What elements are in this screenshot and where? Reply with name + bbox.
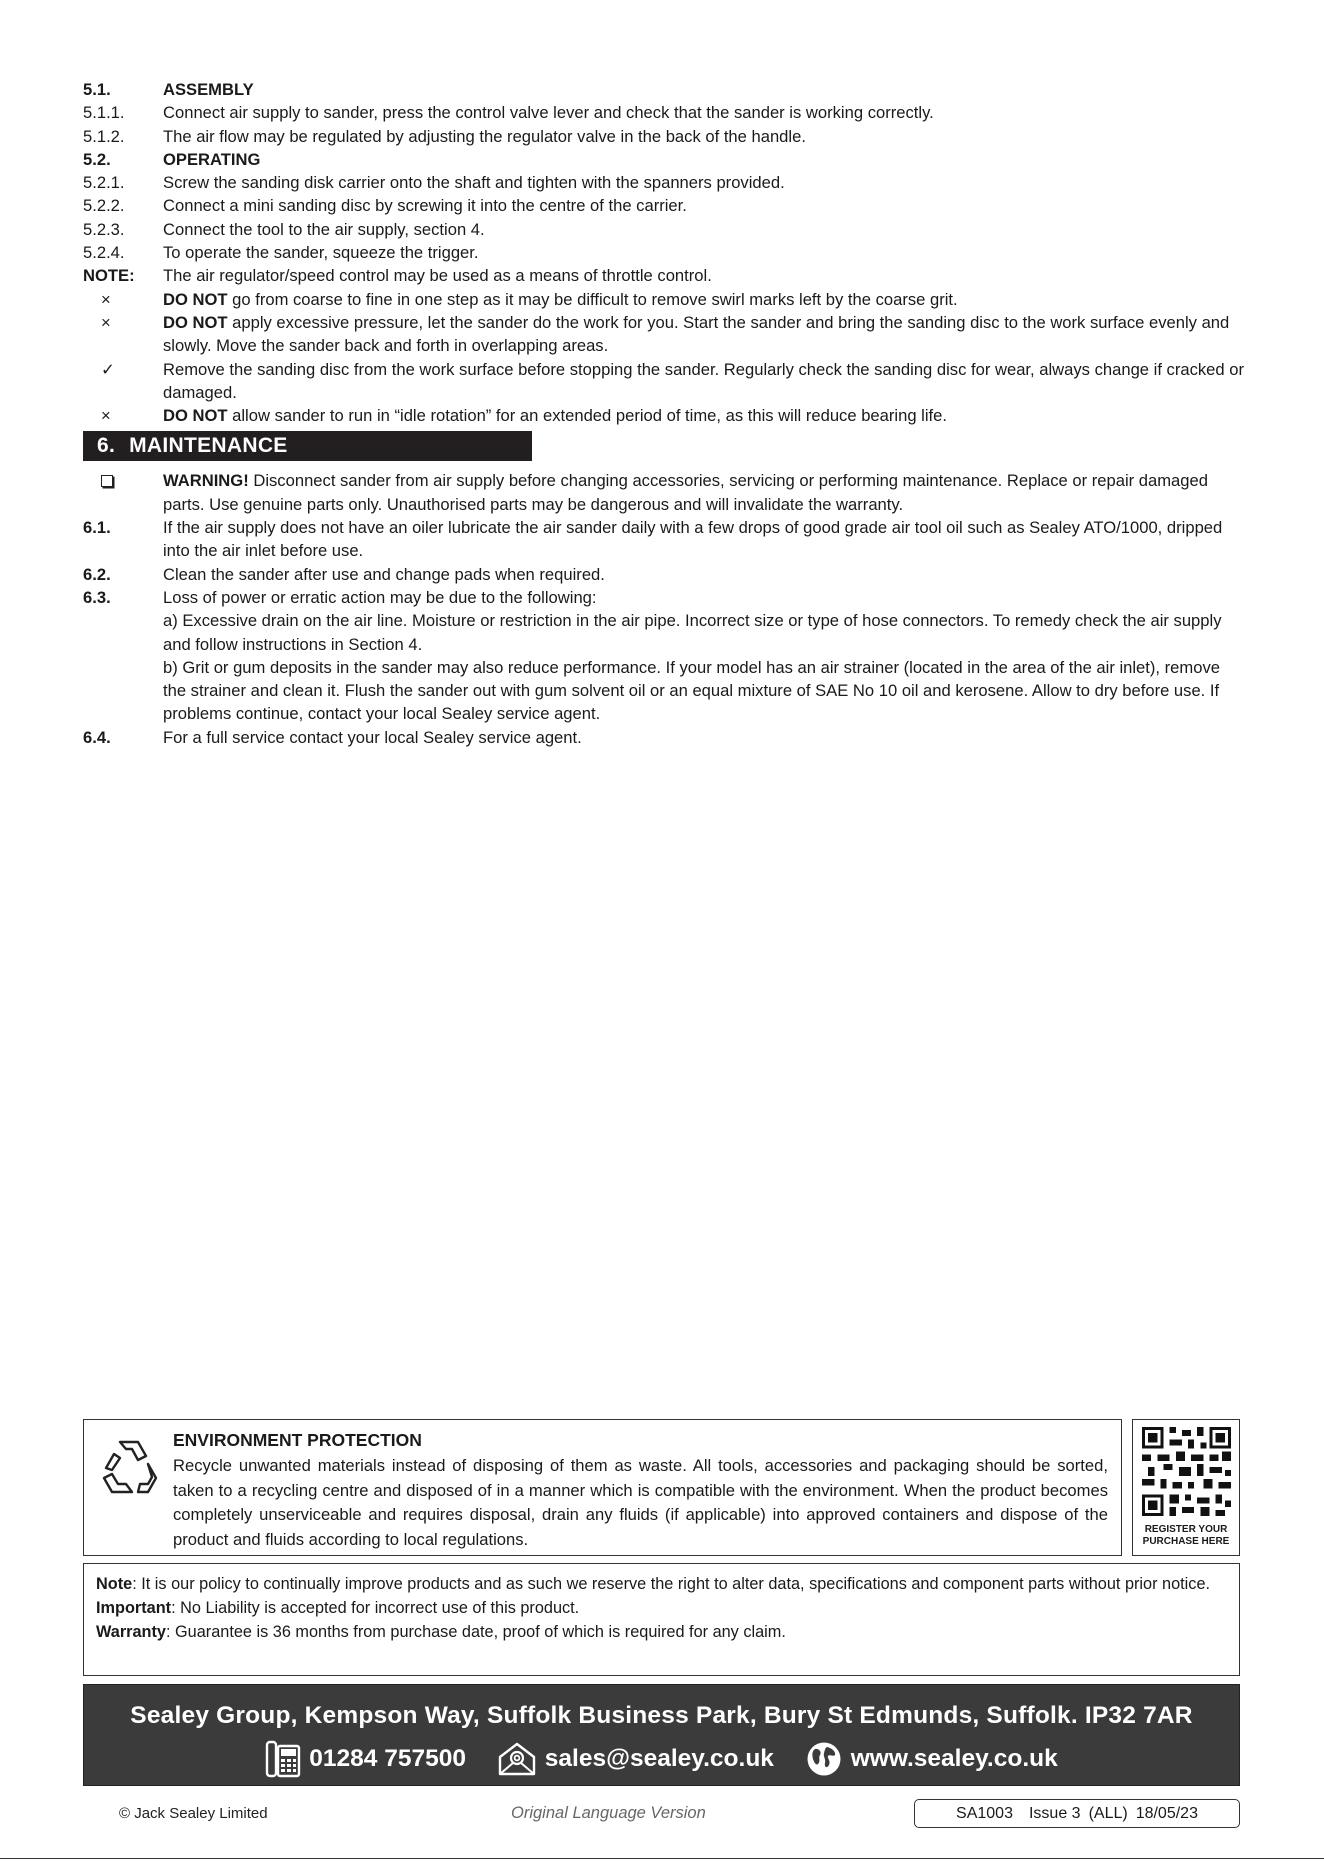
item-text bbox=[163, 586, 1245, 726]
item-text: To operate the sander, squeeze the trigger. bbox=[163, 243, 479, 263]
cross-icon: × bbox=[101, 289, 111, 309]
language-version: Original Language Version bbox=[511, 1804, 706, 1822]
item-text: Connect a mini sanding disc by screwing it into the centre of the carrier. bbox=[163, 196, 687, 216]
phone-icon bbox=[265, 1740, 301, 1778]
list-item bbox=[83, 586, 1245, 726]
cross-icon: × bbox=[101, 406, 111, 426]
list-item bbox=[83, 125, 1245, 148]
issue-region: (ALL) bbox=[1088, 1805, 1128, 1822]
item-number: 6.1. bbox=[83, 518, 111, 538]
list-item bbox=[83, 171, 1245, 194]
register-label-line2: PURCHASE HERE bbox=[1142, 1536, 1230, 1547]
bullet-item bbox=[83, 311, 1245, 358]
maintenance-header bbox=[83, 431, 532, 461]
list-item bbox=[83, 101, 1245, 124]
warning-body: Disconnect sander from air supply before changing accessories, servicing or performing maintenance. Replace or repair damaged parts. Use genuine parts only. Unauthorised parts may be dangerous and will invalidate the warranty. bbox=[163, 471, 1208, 514]
email-address[interactable]: sales@sealey.co.uk bbox=[544, 1745, 774, 1772]
issue-info-box bbox=[914, 1799, 1240, 1828]
item-text: Connect air supply to sander, press the control valve lever and check that the sander is working correctly. bbox=[163, 103, 934, 123]
checkbox-icon bbox=[101, 475, 113, 487]
section-heading-operating bbox=[83, 148, 1245, 171]
item-number: 5.2.1. bbox=[83, 173, 125, 193]
instructions-content bbox=[83, 78, 1245, 749]
bullet-text bbox=[163, 404, 1245, 427]
sub-item-a: a) Excessive drain on the air line. Moisture or restriction in the air pipe. Incorrect size or type of hose connectors. To remedy check the air supply and follow instructions in Section 4. bbox=[163, 611, 1222, 654]
environment-text: Recycle unwanted materials instead of disposing of them as waste. All tools, accessories and packaging should be sorted, taken to a recycling centre and disposed of in a manner which is compatible with the environment. When the product becomes completely unserviceable and requires disposal, drain any fluids (if applicable) into approved containers and dispose of the product and fluids according to local regulations. bbox=[173, 1456, 1108, 1549]
item-number: 5.1.2. bbox=[83, 126, 125, 146]
item-number: 5.2.4. bbox=[83, 243, 125, 263]
section-title: OPERATING bbox=[163, 149, 261, 169]
important-label: Important bbox=[96, 1599, 172, 1617]
bullet-item bbox=[83, 288, 1245, 311]
section-number: 6. bbox=[97, 434, 116, 458]
page-footer bbox=[83, 1799, 1240, 1829]
note-label: Note bbox=[96, 1575, 133, 1593]
globe-icon bbox=[805, 1740, 843, 1778]
warranty-note bbox=[96, 1620, 1227, 1644]
contact-details bbox=[84, 1740, 1239, 1778]
copyright-text: © Jack Sealey Limited bbox=[119, 1805, 268, 1822]
item-text: For a full service contact your local Sealey service agent. bbox=[163, 727, 582, 747]
important-note bbox=[96, 1596, 1227, 1620]
bullet-text bbox=[163, 358, 1245, 405]
item-number: 5.2.3. bbox=[83, 219, 125, 239]
checkbox-icon-wrap bbox=[83, 469, 163, 493]
environment-title: ENVIRONMENT PROTECTION bbox=[173, 1430, 422, 1450]
item-number: 6.3. bbox=[83, 587, 111, 607]
bullet-text bbox=[163, 288, 1245, 311]
item-number: 6.4. bbox=[83, 727, 111, 747]
register-label bbox=[1133, 1524, 1239, 1548]
item-text: The air flow may be regulated by adjusting the regulator valve in the back of the handle. bbox=[163, 126, 806, 146]
bullet-body: apply excessive pressure, let the sander do the work for you. Start the sander and bring the sanding disc to the work surface evenly and slowly. Move the sander back and forth in overlapping areas. bbox=[163, 312, 1230, 356]
phone-contact[interactable] bbox=[265, 1740, 466, 1778]
policy-note bbox=[96, 1572, 1227, 1596]
section-title: MAINTENANCE bbox=[129, 434, 288, 458]
recycle-icon bbox=[96, 1434, 162, 1500]
bullet-body: Remove the sanding disc from the work surface before stopping the sander. Regularly check the sanding disc for wear, always change if cracked or damaged. bbox=[163, 359, 1245, 402]
website-url[interactable]: www.sealey.co.uk bbox=[850, 1745, 1058, 1772]
cross-icon: × bbox=[101, 312, 111, 332]
sub-item-b: b) Grit or gum deposits in the sander may also reduce performance. If your model has an air strainer (located in the area of the air inlet), remove the strainer and clean it. Flush the sander out with gum solvent oil or an equal mixture of SAE No 10 oil and kerosene. Allow to dry before use. If problems continue, contact your local Sealey service agent. bbox=[163, 657, 1220, 724]
bullet-emphasis: DO NOT bbox=[163, 289, 228, 309]
section-title: ASSEMBLY bbox=[163, 80, 254, 99]
item-text: Connect the tool to the air supply, section 4. bbox=[163, 219, 485, 239]
bullet-item bbox=[83, 358, 1245, 405]
register-label-line1: REGISTER YOUR bbox=[1144, 1524, 1228, 1535]
list-item bbox=[83, 194, 1245, 217]
list-item bbox=[83, 516, 1245, 563]
company-address: Sealey Group, Kempson Way, Suffolk Business Park, Bury St Edmunds, Suffolk. IP32 7AR bbox=[130, 1702, 1193, 1729]
website-contact[interactable] bbox=[805, 1740, 1058, 1778]
issue-date: 18/05/23 bbox=[1135, 1805, 1198, 1822]
bullet-emphasis: DO NOT bbox=[163, 406, 228, 426]
note-label: NOTE: bbox=[83, 266, 135, 286]
note-text: The air regulator/speed control may be used as a means of throttle control. bbox=[163, 266, 712, 286]
bullet-body: go from coarse to fine in one step as it may be difficult to remove swirl marks left by the coarse grit. bbox=[227, 289, 958, 309]
item-number: 6.2. bbox=[83, 564, 111, 584]
legal-notes-box bbox=[83, 1563, 1240, 1676]
check-icon: ✓ bbox=[101, 359, 115, 379]
section-number: 5.2. bbox=[83, 149, 111, 169]
list-item bbox=[83, 726, 1245, 749]
warning-label: WARNING! bbox=[163, 471, 249, 491]
section-heading-assembly bbox=[83, 78, 1245, 101]
note-text: : It is our policy to continually improve products and as such we reserve the right to alter data, specifications and component parts without prior notice. bbox=[132, 1575, 1211, 1593]
environment-protection-box bbox=[83, 1419, 1122, 1556]
list-item bbox=[83, 241, 1245, 264]
list-item bbox=[83, 563, 1245, 586]
bottom-edge-divider bbox=[0, 1858, 1324, 1873]
item-text: Clean the sander after use and change pads when required. bbox=[163, 564, 605, 584]
email-icon bbox=[497, 1741, 537, 1777]
item-text: If the air supply does not have an oiler lubricate the air sander daily with a few drops of good grade air tool oil such as Sealey ATO/1000, dripped into the air inlet before use. bbox=[163, 518, 1223, 561]
warning-text bbox=[163, 469, 1245, 516]
contact-bar bbox=[83, 1684, 1240, 1786]
note-row bbox=[83, 264, 1245, 287]
warranty-text: : Guarantee is 36 months from purchase date, proof of which is required for any claim. bbox=[165, 1623, 786, 1641]
item-lead: Loss of power or erratic action may be due to the following: bbox=[163, 587, 597, 607]
model-number: SA1003 bbox=[956, 1805, 1013, 1822]
bullet-emphasis: DO NOT bbox=[163, 312, 228, 332]
warranty-label: Warranty bbox=[96, 1623, 166, 1641]
qr-code-icon[interactable] bbox=[1142, 1427, 1231, 1516]
item-number: 5.1.1. bbox=[83, 103, 125, 123]
email-contact[interactable] bbox=[497, 1741, 774, 1777]
item-number: 5.2.2. bbox=[83, 196, 125, 216]
bullet-item bbox=[83, 404, 1245, 427]
section-number: 5.1. bbox=[83, 80, 111, 99]
list-item bbox=[83, 218, 1245, 241]
phone-number[interactable]: 01284 757500 bbox=[309, 1745, 466, 1772]
register-purchase-box[interactable] bbox=[1132, 1419, 1240, 1556]
issue-number: Issue 3 bbox=[1028, 1805, 1081, 1822]
bullet-text bbox=[163, 311, 1245, 358]
item-text: Screw the sanding disk carrier onto the shaft and tighten with the spanners provided. bbox=[163, 173, 785, 193]
important-text: : No Liability is accepted for incorrect use of this product. bbox=[171, 1599, 580, 1617]
warning-row bbox=[83, 469, 1245, 516]
bullet-body: allow sander to run in “idle rotation” for an extended period of time, as this will reduce bearing life. bbox=[227, 406, 947, 426]
